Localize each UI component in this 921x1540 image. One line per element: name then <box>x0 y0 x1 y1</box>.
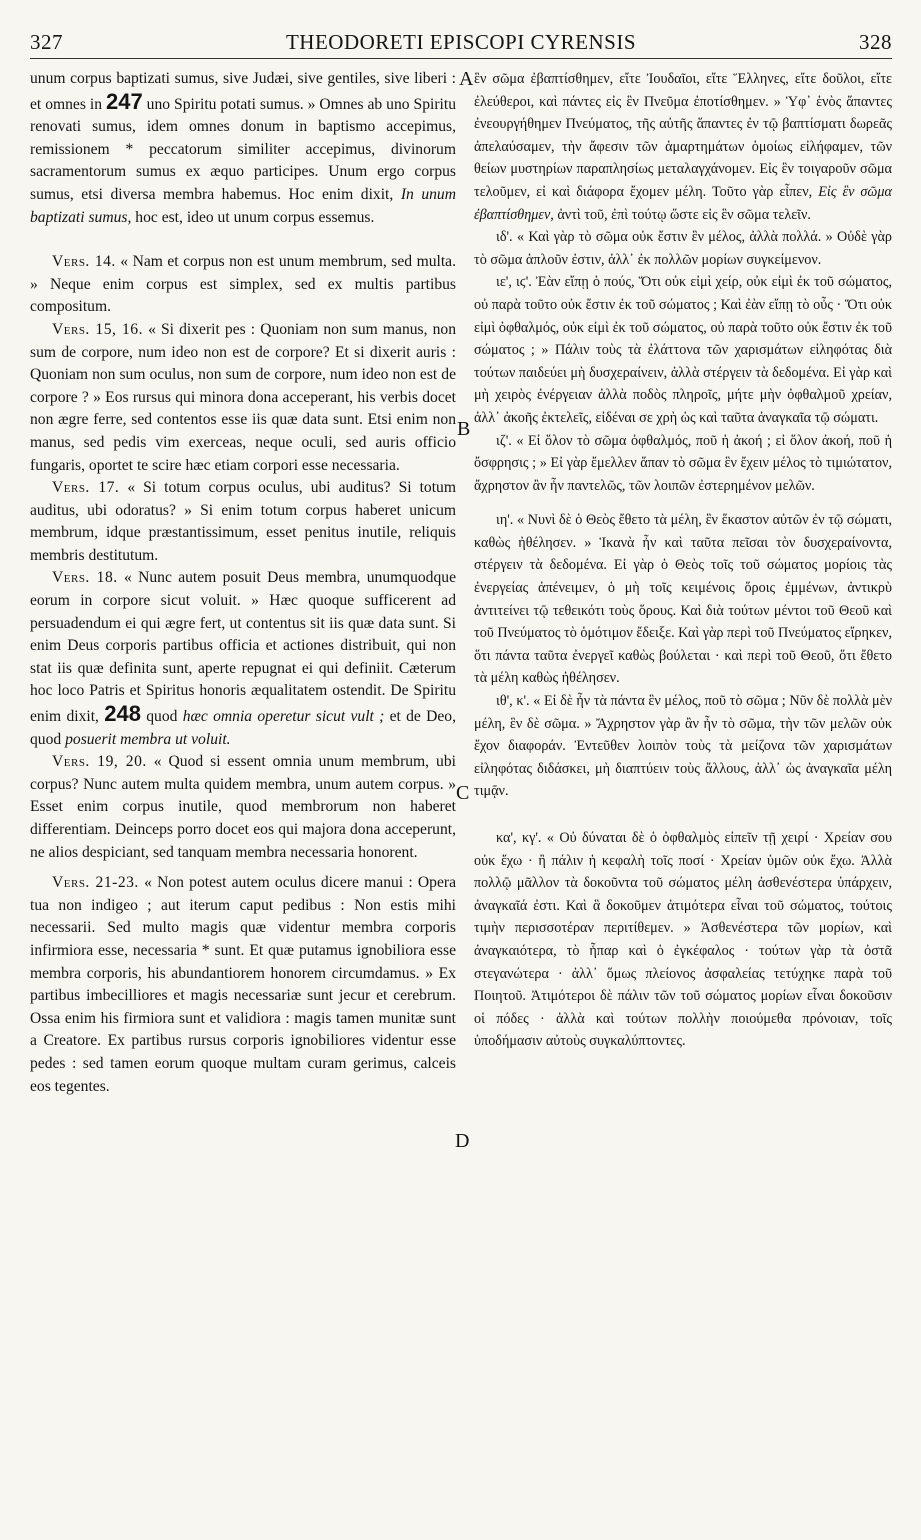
section-marker-c: C <box>456 782 470 804</box>
latin-verse-18 <box>30 567 456 751</box>
latin-paragraph-intro <box>30 68 456 229</box>
latin-text: « Si totum corpus oculus, ubi auditus? Si totum auditus, ubi odoratus? » Si enim totum corpus haberet unicum membrum, idque præstantissimum, esset penitus inutile, reliquis membris destitutum. <box>30 479 456 564</box>
greek-verse-17 <box>474 430 892 498</box>
verse-label: Vers. 19, 20. <box>52 753 147 771</box>
verse-label: ιδ'. <box>496 229 513 246</box>
latin-text: « Nam et corpus non est unum membrum, sed multa. » Neque enim corpus est simplex, sed ex multis partibus compositum. <box>30 253 456 316</box>
greek-text: « Εἰ δὲ ἦν τὰ πάντα ἓν μέλος, ποῦ τὸ σῶμα ; Νῦν δὲ πολλὰ μὲν μέλη, ἓν δὲ σῶμα. » Ἄχρηστον γὰρ ἂν ἦν τὸ σῶμα, τὴν τῶν μελῶν οὐκ ἔχον διαφοράν. Ἐντεῦθεν λοιπὸν τοὺς τὰ μείζονα τῶν χαρισμάτων εἰληφότας διδάσκει, μὴ διαπτύειν τοὺς ἄλλους, ἀλλ᾽ ὡς ἀναγκαῖα μέλη τιμᾷν. <box>474 693 892 800</box>
latin-text: hoc est, ideo ut unum corpus essemus. <box>135 208 375 226</box>
greek-column <box>474 68 892 1053</box>
latin-text: « Nunc autem posuit Deus membra, unumquodque eorum in corpore sicut voluit. » Hæc quoque sufficerent ad persuadendum ei qui ægre fert, ut contentus sit iis quæ data sunt. Si enim Deus corporis partibus officia et actiones distribuit, qui non stat iis quæ definita sunt, aperte repugnat ei qui definiit. Cæterum hoc loco Patris et Spiritus honoris æqualitatem ostendit. De Spiritu enim dixit, <box>30 569 456 726</box>
latin-text: quod <box>146 708 178 726</box>
greek-text: « Νυνὶ δὲ ὁ Θεὸς ἔθετο τὰ μέλη, ἓν ἕκαστον αὐτῶν ἐν τῷ σώματι, καθὼς ἠθέλησεν. » Ἱκανὰ ἦν καὶ ταῦτα πεῖσαι τὸν δυσχεραίνοντα, στέργειν τὰ δεδομένα. Εἰ γὰρ ὁ Θεὸς τοῖς τοῦ σώματος μορίοις τὰς ἐνεργείας ἀπένειμεν, ὁ μὴ τοῖς κειμένοις ὅροις ἐμμένων, ἀντικρὺ ἀντιτείνει τῷ τεθεικότι τοὺς ὅρους. Καὶ διὰ τούτων μέντοι τοῦ Θεοῦ καὶ τοῦ Πνεύματος τὸ ὁμότιμον ἔδειξε. Καὶ γὰρ περὶ τοῦ Πνεύματος εἴρηκεν, ὅτι πάντα ταῦτα ἐνεργεῖ καθὼς βούλεται · καὶ περὶ τοῦ Θεοῦ, ὅτι ἔθετο τὰ μέλη καθὼς ἠθέλησεν. <box>474 512 893 687</box>
latin-verse-19-20 <box>30 751 456 864</box>
latin-verse-15-16 <box>30 319 456 477</box>
greek-verse-19-20 <box>474 690 892 803</box>
latin-italic-quote: hæc omnia operetur sicut vult ; <box>182 708 385 726</box>
section-marker-d: D <box>455 1130 470 1152</box>
latin-column <box>30 68 456 1098</box>
latin-text: « Non potest autem oculus dicere manui : Opera tua non indigeo ; aut iterum caput pedibus : Non estis mihi necessarii. Sed multo magis quæ videntur membra corporis infirmiora esse, necessaria * sunt. Et quæ putamus ignobiliora esse membra corporis, his abundantiorem honorem circumdamus. » Ex partibus imbecilliores et magis necessariæ sunt jecur et cerebrum. Ossa enim his firmiora sunt et validiora : magis tamen munitæ sunt a Creatore. Ex partibus rursus corporis ignobiliores videntur esse pedes : sed tamen eorum quoque multam curam gerimus, calceis eos tegentes. <box>30 874 457 1095</box>
greek-text: ἓν σῶμα ἐβαπτίσθημεν, εἴτε Ἰουδαῖοι, εἴτε Ἕλληνες, εἴτε δοῦλοι, εἴτε ἐλεύθεροι, καὶ πάντες εἰς ἓν Πνεῦμα ἐποτίσθημεν. » Ὑφ᾽ ἑνὸς ἅπαντες ἐνεουργήθημεν Πνεύματος, τῆς αὐτῆς ἅπαντες ἐν τῷ βαπτίσματι δωρεᾶς ἀπελαύσαμεν, τὴν ἄφεσιν τῶν ἁμαρτημάτων ὁμοίως εἰλήφαμεν, τῶν θείων μυστηρίων παραπλησίως μεταλαγχάνομεν. Εἰς ἓν τοιγαροῦν σῶμα τελοῦμεν, εἰ καὶ διάφορα ἔχομεν μέλη. Τοῦτο γὰρ εἶπεν, <box>474 71 892 200</box>
verse-label: Vers. 15, 16. <box>52 320 144 338</box>
verse-label: ιε', ιϛ'. <box>496 274 532 291</box>
greek-text: ἀντὶ τοῦ, ἐπὶ τούτῳ ὥστε εἰς ἓν σῶμα τελεῖν. <box>557 206 811 223</box>
greek-text: Ἐὰν εἴπῃ ὁ πούς, Ὅτι οὐκ εἰμὶ χείρ, οὐκ εἰμὶ ἐκ τοῦ σώματος, οὐ παρὰ τοῦτο οὐκ ἔστιν ἐκ τοῦ σώματος ; Καὶ ἐὰν εἴπῃ τὸ οὖς · Ὅτι οὐκ εἰμὶ ὀφθαλμός, οὐκ εἰμὶ ἐκ τοῦ σώματος, οὐ παρὰ τοῦτο οὐκ ἔστιν ἐκ τοῦ σώματος ; » Πάλιν τοὺς τὰ ἐλάττονα τῶν χαρισμάτων εἰληφότας διὰ τούτων παιδεύει μὴ δυσχεραίνειν, ἀλλὰ στέργειν τὰ δεδομένα. Εἰ γὰρ καὶ μὴ χειρὸς ἐνέργειαν ἀλλὰ ποδὸς πληροῖς, μήτε μὴν ὀφθαλμοῦ χρείαν, ἀλλ᾽ ἀκοῆς ἐκτελεῖς, εἰδέναι σε χρὴ ὡς καὶ ταῦτα ἀναγκαῖα τῷ σώματι. <box>474 274 892 426</box>
greek-text: « Καὶ γὰρ τὸ σῶμα οὐκ ἔστιν ἓν μέλος, ἀλλὰ πολλά. » Οὐδὲ γὰρ τὸ σῶμα ἁπλοῦν ἐστιν, ἀλλ᾽ ἐκ πολλῶν μορίων συγκείμενον. <box>474 229 892 268</box>
page-number-left: 327 <box>30 30 63 54</box>
section-marker-b: B <box>457 418 471 440</box>
page-header <box>30 30 892 60</box>
latin-text: « Quod si essent omnia unum membrum, ubi corpus? Nunc autem multa quidem membra, unum autem corpus. » Esset enim corpus inutile, quod membrorum non haberet differentiam. Deinceps porro docet eos qui majora dona acceperunt, ne alios despiciant, sed tanquam membra necessaria honorent. <box>30 753 456 861</box>
page-number-right: 328 <box>859 30 892 54</box>
verse-label: Vers. 14. <box>52 253 116 271</box>
greek-verse-14 <box>474 226 892 271</box>
latin-verse-14 <box>30 251 456 319</box>
verse-label: ιθ', κ'. <box>496 693 530 710</box>
latin-text: uno Spiritu potati sumus. » Omnes ab uno Spiritu renovati sumus, idem omnes donum in baptismo accepimus, remissionem * peccatorum similiter accepimus, divinorum sacramentorum sumus ex æquo participes. Unum ergo corpus sumus, etsi diversa membra habemus. Hoc enim dixit, <box>30 95 456 203</box>
greek-italic-quote: Εἰς ἓν σῶμα ἐβαπτίσθημεν, <box>474 183 893 223</box>
latin-italic-quote: posuerit membra ut voluit. <box>65 730 231 748</box>
latin-verse-17 <box>30 477 456 567</box>
greek-text: « Εἰ ὅλον τὸ σῶμα ὀφθαλμός, ποῦ ἡ ἀκοή ; εἰ ὅλον ἀκοή, ποῦ ἡ ὄσφρησις ; » Εἰ γὰρ ἔμελλεν ἅπαν τὸ σῶμα ἓν ἔχειν μέλος τὸ τιμιώτατον, ἄχρηστον ἂν ἦν παντελῶς, τῶν λοιπῶν ἐστερημένον μελῶν. <box>474 432 892 494</box>
verse-label: κα', κγ'. <box>496 830 542 846</box>
greek-verse-21-23 <box>474 827 892 1053</box>
latin-text: et de Deo, quod <box>30 708 457 748</box>
greek-paragraph-intro <box>474 68 892 226</box>
latin-italic-quote: In unum baptizati sumus, <box>30 185 456 226</box>
latin-text: « Si dixerit pes : Quoniam non sum manus, non sum de corpore, num ideo non est de corpore? Et si dixerit auris : Quoniam non sum oculus, non sum de corpore, num ideo non est de corpore ? » Eos rursus qui minora dona acceperant, his verbis docet non ægre ferre, sed contentos esse iis quæ data sunt. Etsi enim non manus, sed pedis vim exerceas, neque oculi, sed auris officio fungaris, oportet te scire hæc etiam corpori esse necessaria. <box>30 320 456 474</box>
running-title: THEODORETI EPISCOPI CYRENSIS <box>285 30 637 54</box>
header-rule <box>30 58 892 59</box>
greek-text: « Οὐ δύναται δὲ ὁ ὀφθαλμὸς εἰπεῖν τῇ χειρί · Χρείαν σου οὐκ ἔχω · ἢ πάλιν ἡ κεφαλὴ τοῖς ποσί · Χρείαν ὑμῶν οὐκ ἔχω. Ἀλλὰ πολλῷ μᾶλλον τὰ δοκοῦντα τοῦ σώματος μέλη ἀσθενέστερα ὑπάρχειν, ἀναγκαῖά ἐστι. Καὶ ἃ δοκοῦμεν ἀτιμότερα εἶναι τοῦ σώματος, τούτοις τιμὴν περισσοτέραν περιτίθεμεν. » Ἀσθενέστερα τῶν μορίων, καὶ ἀναγκαιότερα, τὸ ἧπαρ καὶ ὁ ἐγκέφαλος · τούτων γὰρ τὰ ὀστᾶ στεγανώτερα · ἀλλ᾽ ὅμως πλείονος ἀσφαλείας τετύχηκε παρὰ τοῦ Ποιητοῦ. Ἀτιμότεροι δὲ πάλιν τῶν τοῦ σώματος μορίων εἶναι δοκοῦσιν οἱ πόδες · ἀλλὰ καὶ τούτων πολλὴν ποιούμεθα πρόνοιαν, τοῖς ὑποδήμασιν αὐτοὺς συγκαλύπτοντες. <box>474 830 892 1050</box>
latin-verse-21-23 <box>30 872 456 1098</box>
verse-label: Vers. 18. <box>52 569 118 587</box>
verse-label: ιζ'. <box>496 432 512 449</box>
verse-label: Vers. 17. <box>52 479 120 497</box>
latin-text: unum corpus baptizati sumus, sive Judæi, sive gentiles, sive liberi : et omnes in <box>30 70 456 113</box>
verse-label: Vers. 21-23. <box>52 874 139 892</box>
greek-verse-15-16 <box>474 271 892 429</box>
verse-label: ιη'. <box>496 512 514 529</box>
column-number: 248 <box>104 701 141 727</box>
greek-verse-18 <box>474 509 892 690</box>
section-marker-a: A <box>459 68 474 90</box>
column-number: 247 <box>105 88 143 114</box>
